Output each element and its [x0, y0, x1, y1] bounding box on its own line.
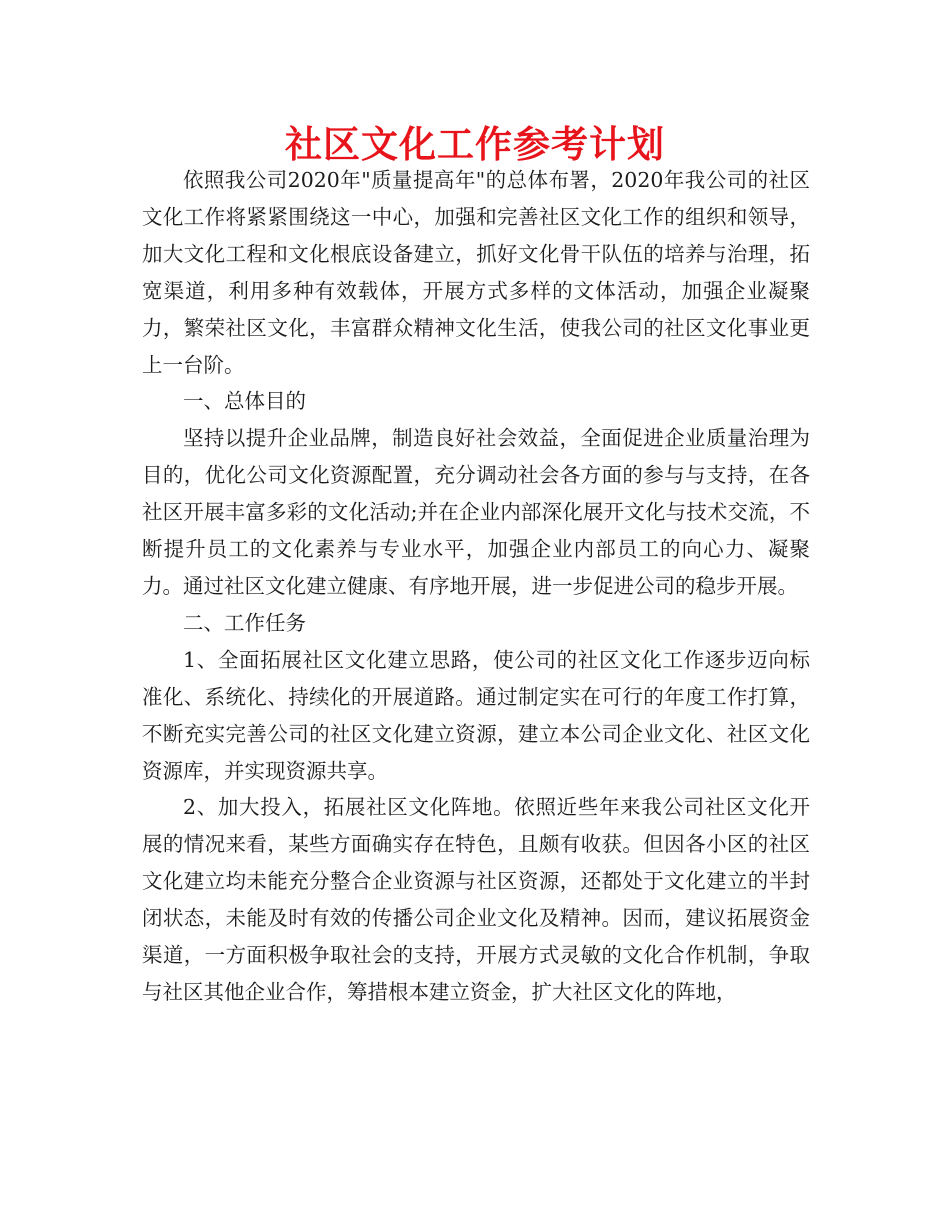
- section-heading-tasks: 二、工作任务: [183, 610, 306, 635]
- paragraph-task-1: 1、全面拓展社区文化建立思路，使公司的社区文化工作逐步迈向标准化、系统化、持续化的开展道路。通过制定实在可行的年度工作打算，不断充实完善公司的社区文化建立资源，建立本公司企业文化、社区文化资源库，并实现资源共享。: [142, 647, 810, 783]
- paragraph-intro: 依照我公司2020年"质量提高年"的总体布署，2020年我公司的社区文化工作将紧紧围绕这一中心，加强和完善社区文化工作的组织和领导，加大文化工程和文化根底设备建立，抓好文化骨干队伍的培养与治理，拓宽渠道，利用多种有效载体，开展方式多样的文体活动，加强企业凝聚力，繁荣社区文化，丰富群众精神文化生活，使我公司的社区文化事业更上一台阶。: [142, 168, 810, 377]
- paragraph-overall-goal: 坚持以提升企业品牌，制造良好社会效益，全面促进企业质量治理为目的，优化公司文化资源配置，充分调动社会各方面的参与与支持，在各社区开展丰富多彩的文化活动;并在企业内部深化展开文化与技术交流，不断提升员工的文化素养与专业水平，加强企业内部员工的向心力、凝聚力。通过社区文化建立健康、有序地开展，进一步促进公司的稳步开展。: [142, 426, 810, 598]
- paragraph-task-2: 2、加大投入，拓展社区文化阵地。依照近些年来我公司社区文化开展的情况来看，某些方面确实存在特色，且颇有收获。但因各小区的社区文化建立均未能充分整合企业资源与社区资源，还都处于文化建立的半封闭状态，未能及时有效的传播公司企业文化及精神。因而，建议拓展资金渠道，一方面积极争取社会的支持，开展方式灵敏的文化合作机制，争取与社区其他企业合作，筹措根本建立资金，扩大社区文化的阵地，: [142, 795, 810, 1004]
- section-heading-overall-goal: 一、总体目的: [183, 389, 306, 414]
- document-title: 社区文化工作参考计划: [285, 123, 665, 166]
- document-body: [142, 162, 810, 1011]
